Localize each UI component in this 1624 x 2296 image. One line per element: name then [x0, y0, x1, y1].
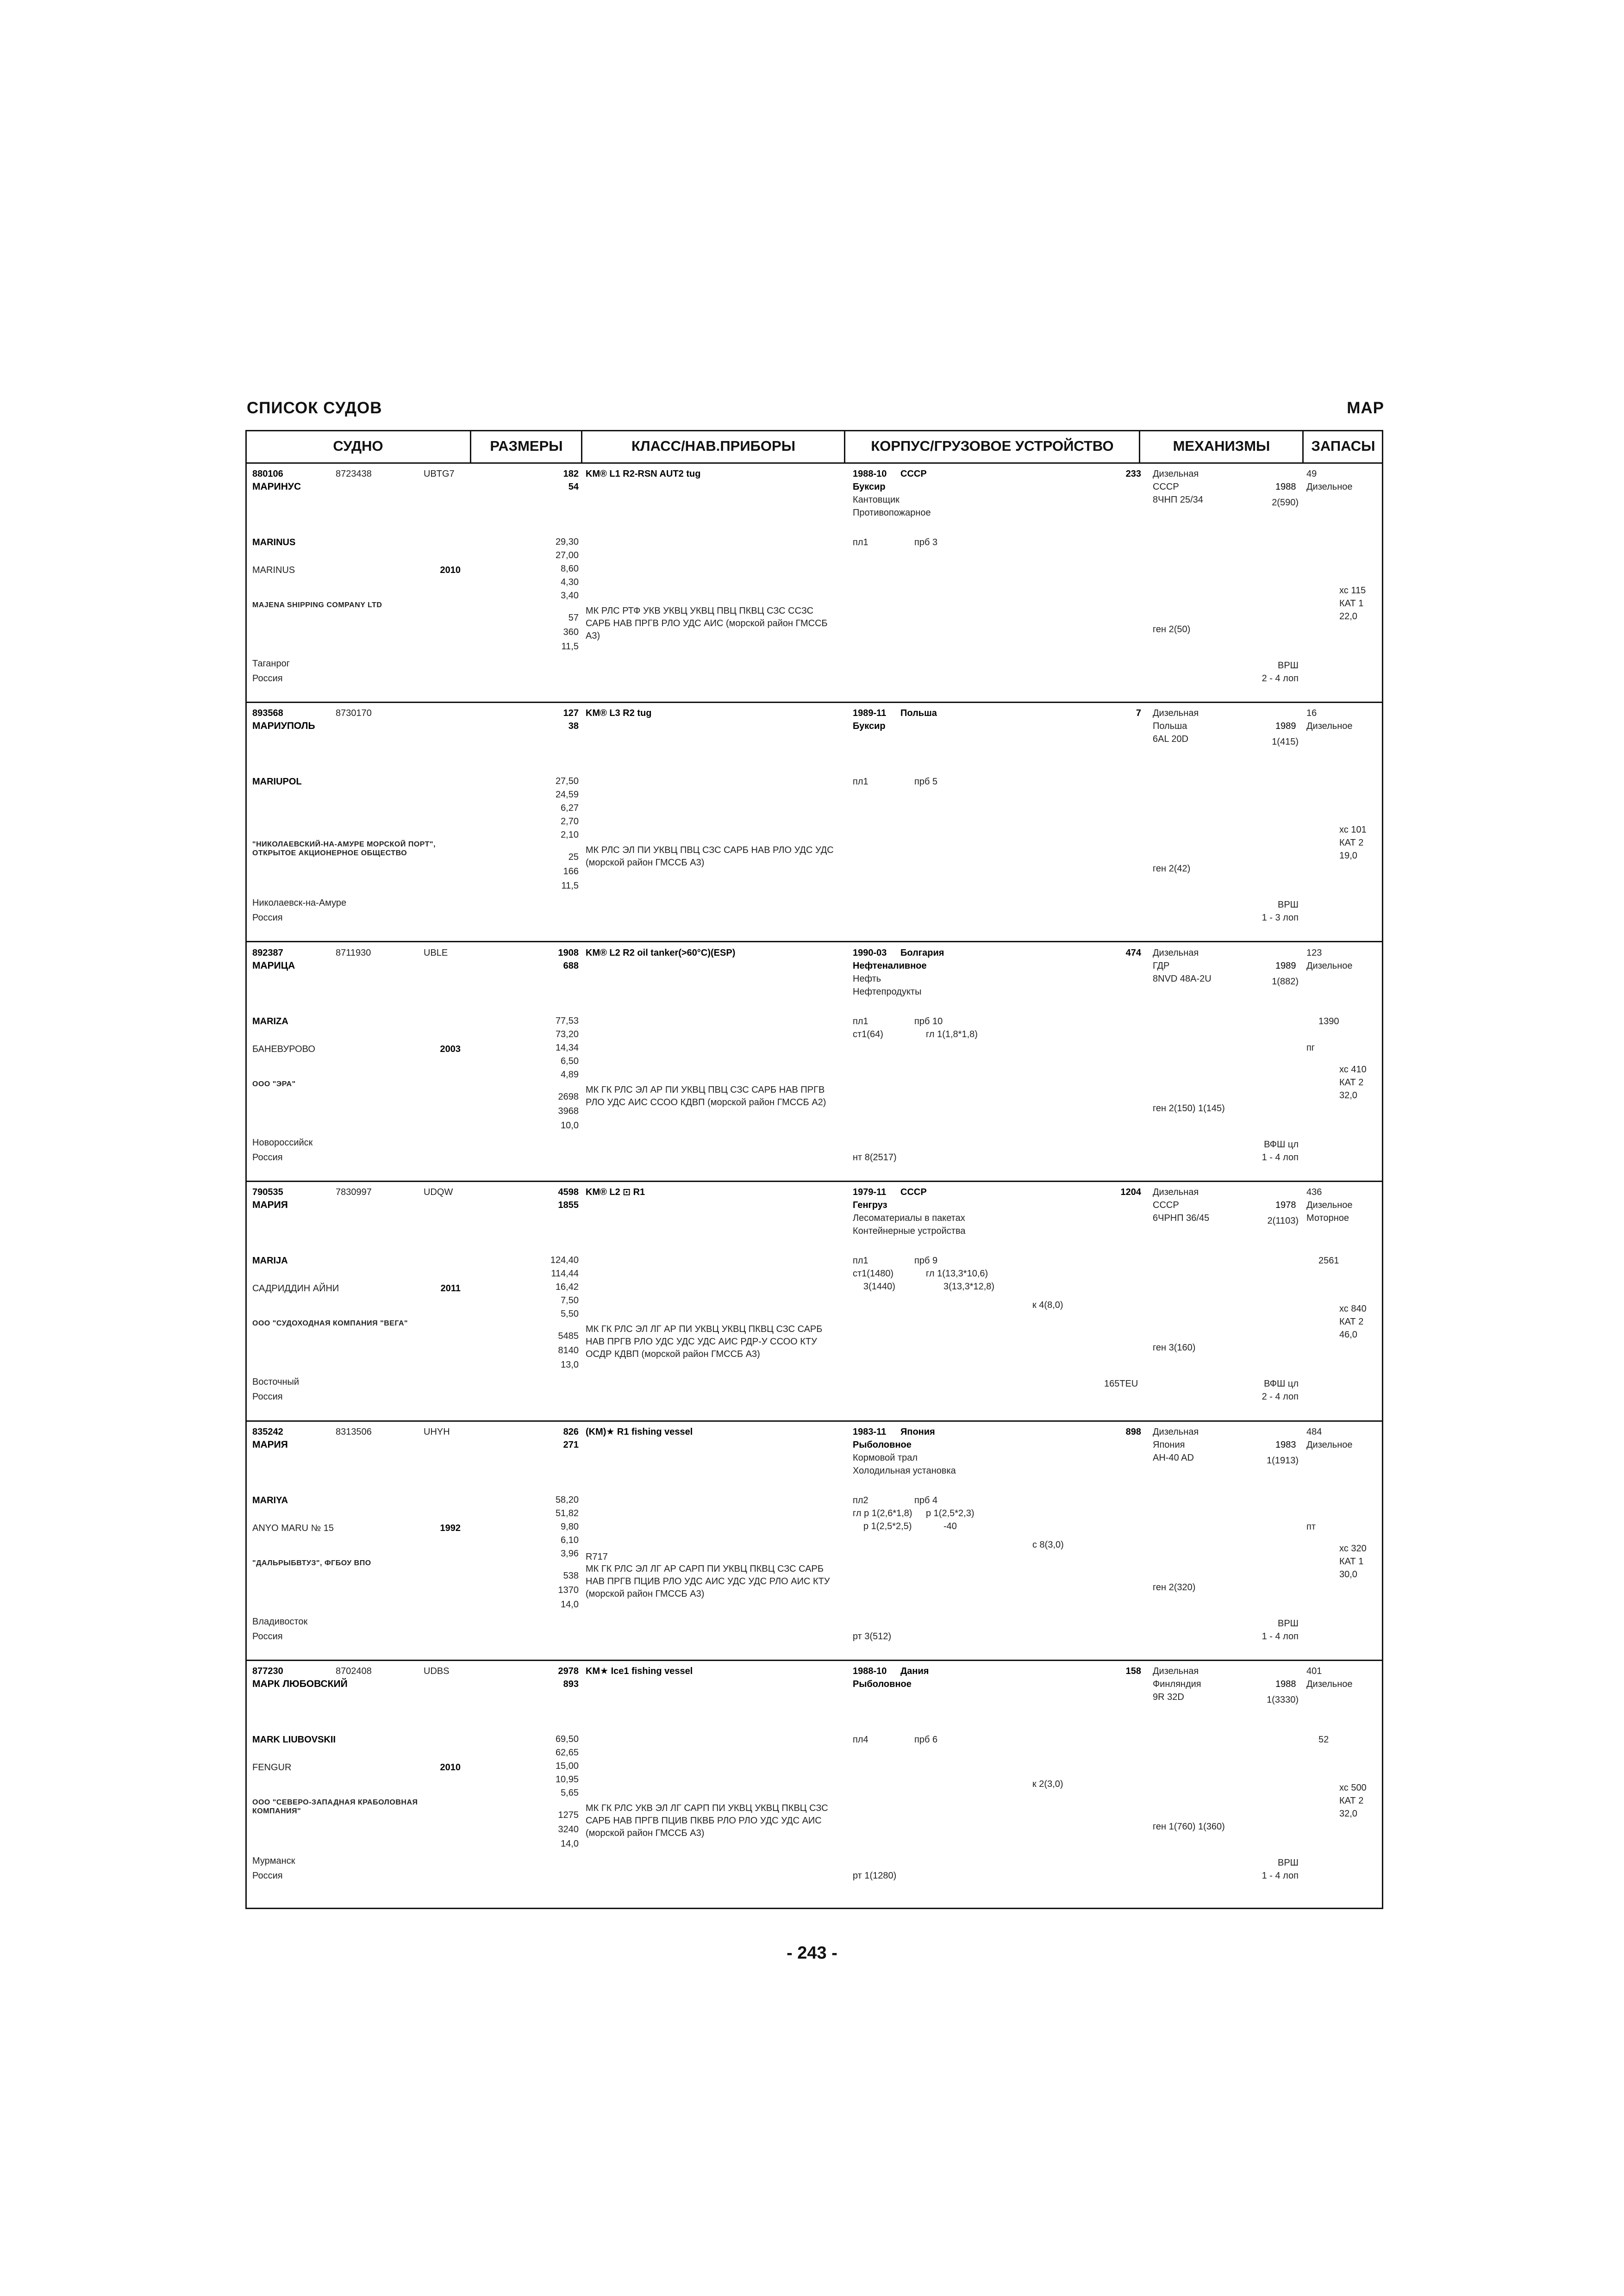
page-title: СПИСОК СУДОВ — [247, 399, 382, 417]
autonomy: хс 101 — [1339, 825, 1367, 835]
supply-mark: пт — [1306, 1521, 1316, 1532]
bulkheads: прб 6 — [914, 1735, 938, 1745]
engine-country: СССР — [1153, 482, 1179, 492]
engine-year: 1988 — [1275, 1679, 1296, 1689]
rename-year: 1992 — [440, 1523, 461, 1533]
call-sign: UDQW — [424, 1187, 453, 1198]
net-tonnage: 271 — [563, 1439, 579, 1450]
class-extra: R717 — [586, 1551, 608, 1562]
engine-type: Дизельная — [1153, 469, 1199, 479]
gross-tonnage: 127 — [563, 708, 579, 719]
ship-record — [245, 1182, 1383, 1421]
col-header-class: КЛАСС/НАВ.ПРИБОРЫ — [631, 438, 796, 454]
deadweight-value: 898 — [1125, 1426, 1141, 1437]
vessel-name: МАРИНУС — [252, 481, 301, 492]
vessel-subtype: Нефть — [853, 973, 881, 984]
rename-year: 2003 — [440, 1044, 461, 1054]
engine-year: 1983 — [1275, 1439, 1296, 1450]
speed-value: 30,0 — [1339, 1569, 1357, 1580]
deadweight-draft: 2698 3968 10,0 — [558, 1091, 579, 1131]
flag-country: Россия — [252, 1871, 283, 1881]
engine-model: 6ЧРНП 36/45 — [1153, 1213, 1210, 1224]
engine-country: СССР — [1153, 1200, 1179, 1211]
cranes: к 4(8,0) — [1032, 1300, 1063, 1311]
blades: 2 - 4 лоп — [1262, 1392, 1299, 1402]
engine-power: 1(882) — [1272, 976, 1299, 987]
vessel-name-latin: MARIYA — [252, 1495, 288, 1506]
engine-year: 1989 — [1275, 721, 1296, 732]
net-tonnage: 54 — [568, 482, 579, 492]
home-port: Новороссийск — [252, 1137, 313, 1148]
owner: ООО "ЭРА" — [252, 1080, 296, 1088]
speed-value: 32,0 — [1339, 1090, 1357, 1101]
propeller: ВФШ цл — [1264, 1379, 1299, 1389]
engine-year: 1988 — [1275, 482, 1296, 492]
container-capacity: 165TEU — [1104, 1379, 1138, 1389]
tank-volume: нт 8(2517) — [853, 1152, 897, 1163]
engine-model: 6AL 20D — [1153, 734, 1189, 745]
deadweight-value: 158 — [1125, 1666, 1141, 1676]
vessel-feature: Контейнерные устройства — [853, 1226, 966, 1237]
gross-tonnage: 1908 — [558, 947, 579, 958]
secondary-supply: 1390 — [1318, 1016, 1339, 1027]
column-divider — [1302, 430, 1304, 464]
column-divider — [844, 430, 845, 464]
previous-name: БАНЕВУРОВО — [252, 1044, 315, 1054]
imo-number: 8730170 — [336, 708, 372, 719]
builder-country: СССР — [900, 1187, 927, 1198]
gross-tonnage: 826 — [563, 1426, 579, 1437]
vessel-feature: Противопожарное — [853, 508, 931, 518]
blades: 2 - 4 лоп — [1262, 673, 1299, 684]
engine-year: 1989 — [1275, 960, 1296, 971]
net-tonnage: 1855 — [558, 1200, 579, 1211]
owner: MAJENA SHIPPING COMPANY LTD — [252, 601, 382, 609]
net-tonnage: 38 — [568, 721, 579, 732]
engine-country: ГДР — [1153, 960, 1170, 971]
deadweight-draft: 25 166 11,5 — [561, 852, 579, 891]
gross-tonnage: 4598 — [558, 1187, 579, 1198]
col-header-vessel: СУДНО — [333, 438, 383, 454]
engine-power: 1(415) — [1272, 737, 1299, 747]
hatch-size: р 1(2,5*2,3) — [926, 1508, 974, 1518]
main-dimensions: 27,50 24,59 6,27 2,70 2,10 — [555, 776, 579, 840]
vessel-type: Рыболовное — [853, 1679, 912, 1689]
build-date: 1979-11 — [853, 1187, 887, 1198]
engine-year: 1978 — [1275, 1200, 1296, 1211]
engine-model: 8ЧНП 25/34 — [1153, 495, 1203, 505]
vessel-name: МАРИУПОЛЬ — [252, 721, 315, 732]
rename-year: 2011 — [440, 1283, 461, 1294]
category: КАТ 1 — [1339, 598, 1364, 609]
nav-equipment: МК ГК РЛС УКВ ЭЛ ЛГ САРП ПИ УКВЦ УКВЦ ПКВЦ СЗС САРБ НАВ ПРГВ ПЦИВ ПКВБ РЛО РЛО УДС УДС АИС (морской район ГМССБ А3) — [586, 1803, 828, 1838]
rename-year: 2010 — [440, 565, 461, 575]
vessel-name-latin: MARINUS — [252, 537, 296, 548]
engine-type: Дизельная — [1153, 708, 1199, 719]
call-sign: UHYH — [424, 1426, 450, 1437]
cranes: к 2(3,0) — [1032, 1779, 1063, 1789]
vessel-type: Нефтеналивное — [853, 960, 927, 971]
owner: ООО "СУДОХОДНАЯ КОМПАНИЯ "ВЕГА" — [252, 1319, 408, 1328]
vessel-feature: Нефтепродукты — [853, 986, 922, 997]
vessel-name-latin: MARIJA — [252, 1256, 288, 1266]
registry-number: 835242 — [252, 1426, 283, 1437]
autonomy: хс 115 — [1339, 585, 1366, 596]
generators: ген 2(150) 1(145) — [1153, 1103, 1225, 1114]
category: КАТ 2 — [1339, 1796, 1364, 1806]
autonomy: хс 840 — [1339, 1304, 1367, 1314]
ship-record — [245, 1661, 1383, 1900]
vessel-type: Буксир — [853, 482, 886, 492]
engine-power: 2(1103) — [1267, 1216, 1299, 1226]
generators: ген 1(760) 1(360) — [1153, 1822, 1225, 1832]
rename-year: 2010 — [440, 1762, 461, 1773]
vessel-subtype: Лесоматериалы в пакетах — [853, 1213, 965, 1224]
engine-model: AH-40 AD — [1153, 1452, 1194, 1463]
hold-volume: гл р 1(2,6*1,8) — [853, 1508, 912, 1518]
class-notation: KM® L2 ⊡ R1 — [586, 1187, 645, 1198]
speed-value: 22,0 — [1339, 611, 1357, 622]
class-notation: KM® L3 R2 tug — [586, 708, 652, 719]
imo-number: 8313506 — [336, 1426, 372, 1437]
fuel-type-2: Моторное — [1306, 1213, 1349, 1224]
deadweight-draft: 1275 3240 14,0 — [558, 1810, 579, 1849]
fuel-capacity: 16 — [1306, 708, 1317, 719]
main-dimensions: 29,30 27,00 8,60 4,30 3,40 — [555, 537, 579, 601]
hold-volume-2: 3(1440) — [863, 1282, 895, 1292]
vessel-name: МАРК ЛЮБОВСКИЙ — [252, 1679, 348, 1689]
column-divider — [470, 430, 471, 464]
speed-value: 32,0 — [1339, 1809, 1357, 1819]
engine-type: Дизельная — [1153, 1187, 1199, 1198]
fuel-capacity: 484 — [1306, 1426, 1322, 1437]
decks: пл1 — [853, 537, 868, 548]
generators: ген 2(50) — [1153, 624, 1191, 635]
propeller: ВРШ — [1277, 660, 1299, 671]
nav-equipment: МК РЛС ЭЛ ПИ УКВЦ ПВЦ СЗС САРБ НАВ РЛО УДС УДС (морской район ГМССБ А3) — [586, 845, 834, 868]
nav-equipment: МК ГК РЛС ЭЛ ЛГ АР САРП ПИ УКВЦ ПКВЦ СЗС САРБ НАВ ПРГВ ПЦИВ РЛО УДС АИС УДС УДС РЛО АИС КТУ (морской район ГМССБ А3) — [586, 1563, 830, 1599]
vessel-name-latin: MARIUPOL — [252, 777, 302, 787]
propeller: ВРШ — [1277, 900, 1299, 910]
engine-power: 1(3330) — [1267, 1695, 1299, 1705]
hatch-size: гл 1(1,8*1,8) — [926, 1029, 978, 1039]
vessel-feature: Холодильная установка — [853, 1465, 956, 1476]
tank-volume: рт 3(512) — [853, 1631, 892, 1642]
main-dimensions: 58,20 51,82 9,80 6,10 3,96 — [555, 1494, 579, 1559]
registry-number: 892387 — [252, 947, 283, 958]
class-notation: KM® L1 R2-RSN AUT2 tug — [586, 469, 701, 479]
builder-country: Польша — [900, 708, 937, 719]
supply-mark: пг — [1306, 1042, 1315, 1053]
build-date: 1989-11 — [853, 708, 887, 719]
engine-type: Дизельная — [1153, 1666, 1199, 1676]
class-notation: KM★ Ice1 fishing vessel — [586, 1666, 693, 1676]
decks: пл1 — [853, 1016, 868, 1027]
vessel-name-latin: MARIZA — [252, 1016, 288, 1027]
blades: 1 - 4 лоп — [1262, 1631, 1299, 1642]
main-dimensions: 69,50 62,65 15,00 10,95 5,65 — [555, 1734, 579, 1798]
deadweight-draft: 5485 8140 13,0 — [558, 1331, 579, 1370]
deadweight-value: 7 — [1136, 708, 1141, 719]
vessel-type: Рыболовное — [853, 1439, 912, 1450]
deadweight-draft: 538 1370 14,0 — [558, 1570, 579, 1610]
deadweight-value: 474 — [1125, 947, 1141, 958]
decks: пл1 — [853, 1256, 868, 1266]
hold-volume: ст1(64) — [853, 1029, 883, 1039]
vessel-name: МАРИЯ — [252, 1200, 288, 1211]
imo-number: 8702408 — [336, 1666, 372, 1676]
column-divider — [581, 430, 582, 464]
propeller: ВФШ цл — [1264, 1139, 1299, 1150]
previous-name: FENGUR — [252, 1762, 292, 1773]
imo-number: 8711930 — [336, 947, 371, 958]
home-port: Таганрог — [252, 659, 290, 669]
bulkheads: прб 3 — [914, 537, 938, 548]
decks: пл4 — [853, 1735, 868, 1745]
class-notation: (KM)★ R1 fishing vessel — [586, 1426, 693, 1437]
engine-country: Япония — [1153, 1439, 1185, 1450]
build-date: 1990-03 — [853, 947, 887, 958]
owner: "НИКОЛАЕВСКИЙ-НА-АМУРЕ МОРСКОЙ ПОРТ", ОТКРЫТОЕ АКЦИОНЕРНОЕ ОБЩЕСТВО — [252, 840, 436, 858]
flag-country: Россия — [252, 1152, 283, 1163]
engine-type: Дизельная — [1153, 947, 1199, 958]
tank-volume: рт 1(1280) — [853, 1871, 897, 1881]
generators: ген 2(42) — [1153, 864, 1191, 874]
builder-country: Болгария — [900, 947, 944, 958]
fuel-type: Дизельное — [1306, 1679, 1353, 1689]
gross-tonnage: 182 — [563, 469, 579, 479]
engine-power: 1(1913) — [1267, 1455, 1299, 1466]
deadweight-draft: 57 360 11,5 — [561, 613, 579, 652]
home-port: Восточный — [252, 1377, 300, 1388]
blades: 1 - 4 лоп — [1262, 1871, 1299, 1881]
bulkheads: прб 9 — [914, 1256, 938, 1266]
engine-model: 8NVD 48A-2U — [1153, 973, 1212, 984]
builder-country: Япония — [900, 1426, 935, 1437]
hatch-size-2: -40 — [943, 1521, 957, 1531]
home-port: Мурманск — [252, 1856, 295, 1866]
col-header-machinery: МЕХАНИЗМЫ — [1173, 438, 1270, 454]
net-tonnage: 893 — [563, 1679, 579, 1689]
engine-type: Дизельная — [1153, 1426, 1199, 1437]
net-tonnage: 688 — [563, 960, 579, 971]
build-date: 1983-11 — [853, 1426, 887, 1437]
registry-number: 880106 — [252, 469, 283, 479]
main-dimensions: 77,53 73,20 14,34 6,50 4,89 — [555, 1015, 579, 1080]
fuel-capacity: 401 — [1306, 1666, 1322, 1676]
call-sign: UBTG7 — [424, 469, 455, 479]
propeller: ВРШ — [1277, 1858, 1299, 1868]
previous-name: MARINUS — [252, 565, 295, 575]
nav-equipment: МК РЛС РТФ УКВ УКВЦ УКВЦ ПВЦ ПКВЦ СЗС ССЗС САРБ НАВ ПРГВ РЛО УДС АИС (морской район ГМССБ А3) — [586, 606, 828, 641]
deadweight-value: 233 — [1125, 469, 1141, 479]
call-sign: UBLE — [424, 947, 448, 958]
flag-country: Россия — [252, 913, 283, 923]
ship-record — [245, 943, 1383, 1182]
cranes: с 8(3,0) — [1032, 1539, 1064, 1550]
speed-value: 46,0 — [1339, 1330, 1357, 1340]
previous-name: ANYO MARU № 15 — [252, 1523, 334, 1533]
secondary-supply: 52 — [1318, 1735, 1329, 1745]
hold-volume-2: р 1(2,5*2,5) — [863, 1521, 912, 1531]
category: КАТ 2 — [1339, 1317, 1364, 1327]
vessel-subtype: Кормовой трал — [853, 1452, 918, 1463]
generators: ген 2(320) — [1153, 1582, 1196, 1593]
engine-power: 2(590) — [1272, 498, 1299, 508]
gross-tonnage: 2978 — [558, 1666, 579, 1676]
column-divider — [1139, 430, 1140, 464]
call-sign: UDBS — [424, 1666, 450, 1676]
category: КАТ 2 — [1339, 838, 1364, 848]
autonomy: хс 320 — [1339, 1543, 1367, 1554]
fuel-type: Дизельное — [1306, 1439, 1353, 1450]
section-label: МАР — [1347, 399, 1384, 417]
builder-country: СССР — [900, 469, 927, 479]
fuel-type: Дизельное — [1306, 1200, 1353, 1211]
fuel-capacity: 436 — [1306, 1187, 1322, 1198]
ship-record — [245, 1422, 1383, 1661]
build-date: 1988-10 — [853, 1666, 887, 1676]
nav-equipment: МК ГК РЛС ЭЛ АР ПИ УКВЦ ПВЦ СЗС САРБ НАВ ПРГВ РЛО УДС АИС ССОО КДВП (морской район ГМССБ А2) — [586, 1084, 826, 1108]
bulkheads: прб 4 — [914, 1495, 938, 1506]
nav-equipment: МК ГК РЛС ЭЛ ЛГ АР ПИ УКВЦ УКВЦ ПКВЦ СЗС САРБ НАВ ПРГВ РЛО УДС УДС УДС АИС РДР-У ССОО КТУ ОСДР КДВП (морской район ГМССБ А3) — [586, 1324, 823, 1360]
deadweight-value: 1204 — [1120, 1187, 1141, 1198]
hatch-size: гл 1(13,3*10,6) — [926, 1269, 988, 1279]
fuel-type: Дизельное — [1306, 482, 1353, 492]
fuel-capacity: 49 — [1306, 469, 1317, 479]
speed-value: 19,0 — [1339, 851, 1357, 861]
secondary-supply: 2561 — [1318, 1256, 1339, 1266]
owner: "ДАЛЬРЫБВТУЗ", ФГБОУ ВПО — [252, 1559, 371, 1567]
col-header-supplies: ЗАПАСЫ — [1311, 438, 1375, 454]
flag-country: Россия — [252, 673, 283, 684]
home-port: Николаевск-на-Амуре — [252, 898, 347, 908]
decks: пл2 — [853, 1495, 868, 1506]
engine-model: 9R 32D — [1153, 1692, 1184, 1702]
vessel-name: МАРИЯ — [252, 1439, 288, 1450]
engine-country: Финляндия — [1153, 1679, 1201, 1689]
generators: ген 3(160) — [1153, 1343, 1196, 1353]
propeller: ВРШ — [1277, 1618, 1299, 1629]
fuel-type: Дизельное — [1306, 721, 1353, 732]
class-notation: KM® L2 R2 oil tanker(>60°C)(ESP) — [586, 947, 736, 958]
fuel-capacity: 123 — [1306, 947, 1322, 958]
main-dimensions: 124,40 114,44 16,42 7,50 5,50 — [550, 1255, 579, 1319]
blades: 1 - 4 лоп — [1262, 1152, 1299, 1163]
autonomy: хс 500 — [1339, 1783, 1367, 1793]
imo-number: 8723438 — [336, 469, 372, 479]
vessel-name: МАРИЦА — [252, 960, 295, 971]
category: КАТ 1 — [1339, 1556, 1364, 1567]
hatch-size-2: 3(13,3*12,8) — [943, 1282, 995, 1292]
flag-country: Россия — [252, 1392, 283, 1402]
col-header-dimensions: РАЗМЕРЫ — [490, 438, 563, 454]
blades: 1 - 3 лоп — [1262, 913, 1299, 923]
flag-country: Россия — [252, 1631, 283, 1642]
home-port: Владивосток — [252, 1616, 308, 1627]
vessel-type: Генгруз — [853, 1200, 887, 1211]
vessel-subtype: Кантовщик — [853, 495, 899, 505]
decks: пл1 — [853, 777, 868, 787]
build-date: 1988-10 — [853, 469, 887, 479]
previous-name: САДРИДДИН АЙНИ — [252, 1283, 339, 1294]
hold-volume: ст1(1480) — [853, 1269, 894, 1279]
bulkheads: прб 5 — [914, 777, 938, 787]
fuel-type: Дизельное — [1306, 960, 1353, 971]
owner: ООО "СЕВЕРО-ЗАПАДНАЯ КРАБОЛОВНАЯ КОМПАНИЯ" — [252, 1798, 418, 1815]
ship-record — [245, 464, 1383, 703]
vessel-type: Буксир — [853, 721, 886, 732]
vessel-name-latin: MARK LIUBOVSKII — [252, 1735, 336, 1745]
ship-record — [245, 703, 1383, 942]
col-header-hull: КОРПУС/ГРУЗОВОЕ УСТРОЙСТВО — [871, 438, 1114, 454]
page-number: - 243 - — [787, 1943, 837, 1963]
registry-number: 877230 — [252, 1666, 283, 1676]
bulkheads: прб 10 — [914, 1016, 943, 1027]
autonomy: хс 410 — [1339, 1064, 1367, 1075]
imo-number: 7830997 — [336, 1187, 372, 1198]
registry-number: 790535 — [252, 1187, 283, 1198]
engine-country: Польша — [1153, 721, 1187, 732]
builder-country: Дания — [900, 1666, 929, 1676]
registry-number: 893568 — [252, 708, 283, 719]
category: КАТ 2 — [1339, 1077, 1364, 1088]
